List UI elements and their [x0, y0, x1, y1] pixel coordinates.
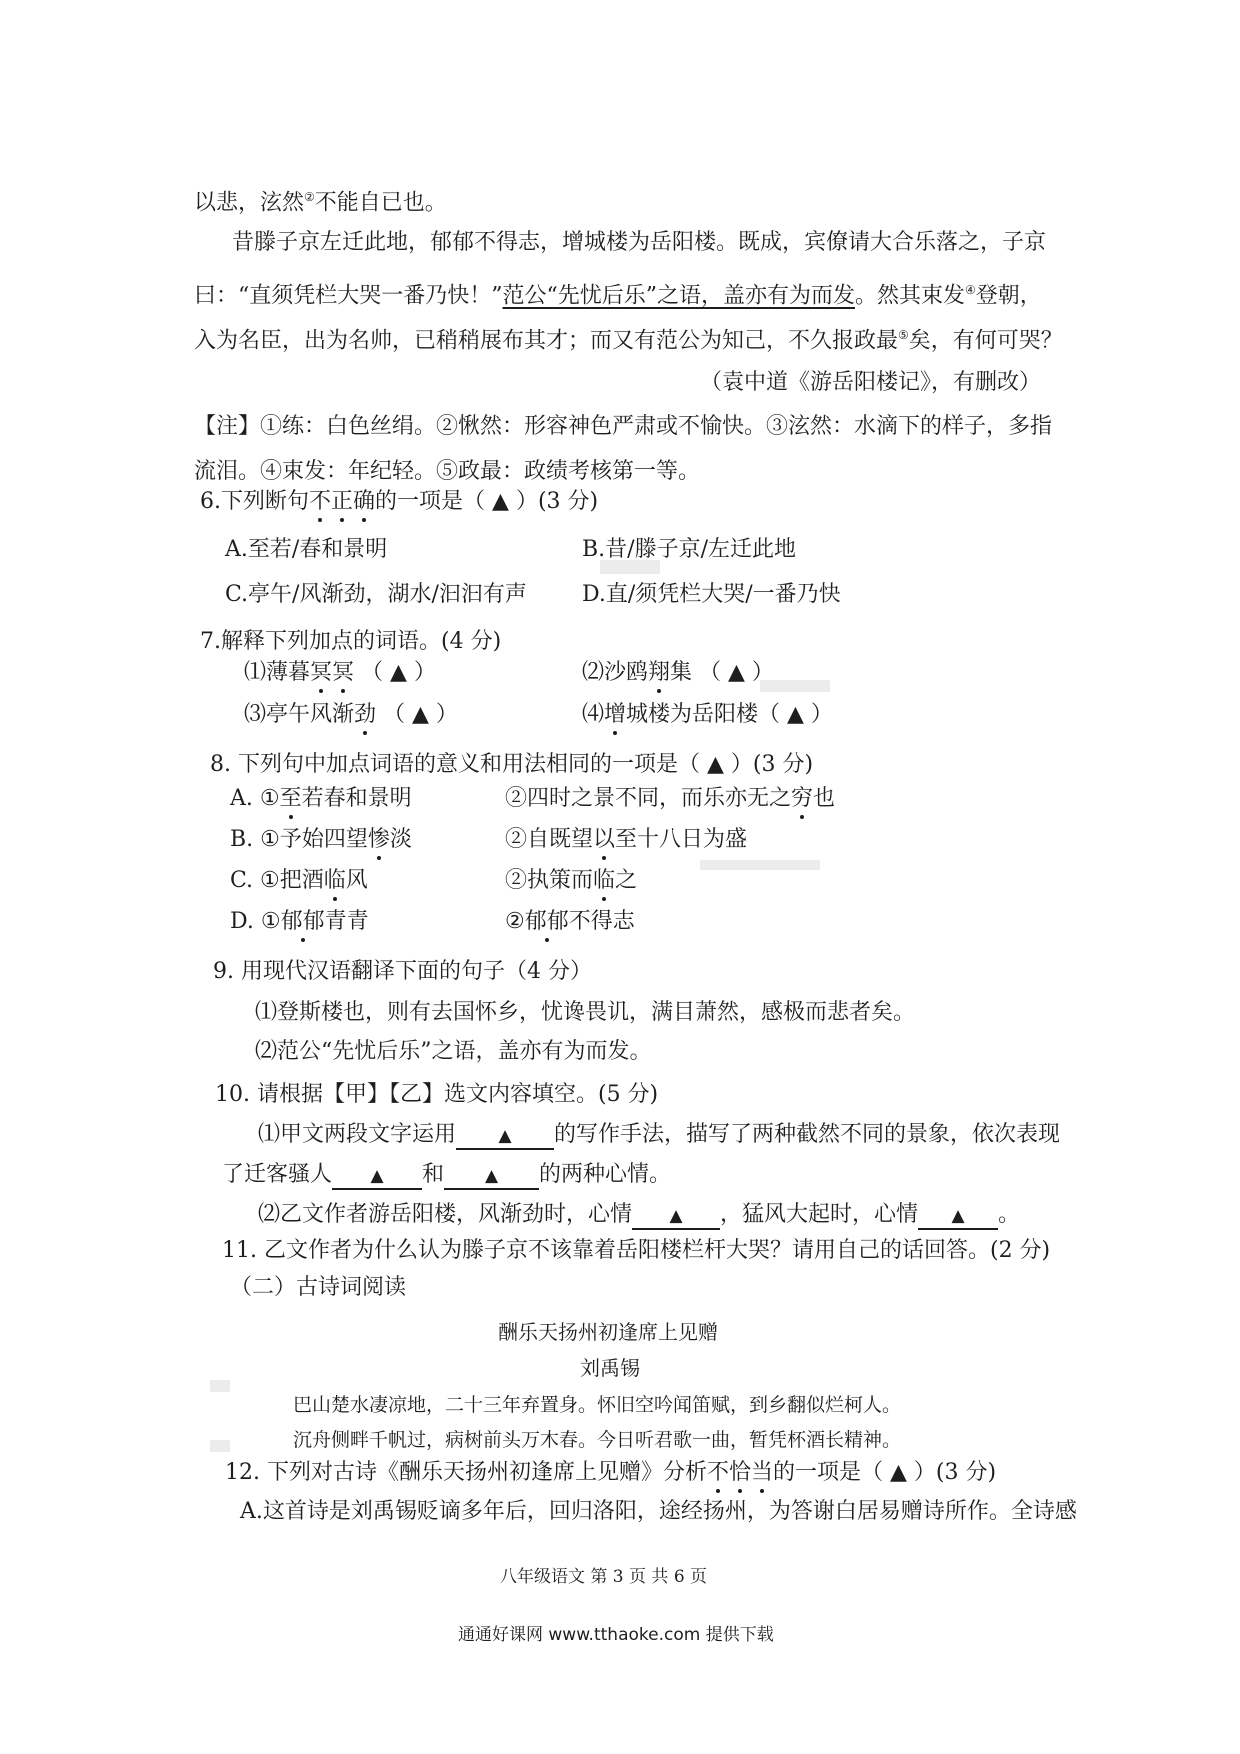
q8-option-c: ②执策而临之 — [505, 866, 637, 896]
q9-sentence: ⑴登斯楼也，则有去国怀乡，忧谗畏讥，满目萧然，感极而悲者矣。 — [255, 1000, 916, 1025]
scan-smudge — [700, 860, 820, 870]
poem-line: 沉舟侧畔千帆过，病树前头万木春。今日听君歌一曲，暂凭杯酒长精神。 — [293, 1429, 902, 1451]
q12-option-a: A.这首诗是刘禹锡贬谪多年后，回归洛阳，途经扬州，为答谢白居易赠诗所作。全诗感 — [240, 1499, 1077, 1524]
answer-blank: ▲ — [484, 1166, 499, 1186]
passage-line: 曰：“直须凭栏大哭一番乃快！”范公“先忧后乐”之语，盖亦有为而发。然其束发④登朝， — [194, 283, 1042, 309]
q10-part: ⑵乙文作者游岳阳楼，风渐劲时，心情 ▲ ，猛风大起时，心情 ▲ 。 — [258, 1200, 1020, 1230]
question-11: 11. 乙文作者为什么认为滕子京不该靠着岳阳楼栏杆大哭？请用自己的话回答。(2 分) — [222, 1238, 1051, 1263]
q8-option-a: A. ①至若春和景明 — [230, 784, 412, 814]
answer-blank: ▲ — [669, 1206, 683, 1226]
q10-part: ⑴甲文两段文字运用 ▲ 的写作手法，描写了两种截然不同的景象，依次表现 — [258, 1120, 1060, 1150]
poem-title: 酬乐天扬州初逢席上见赠 — [498, 1320, 718, 1344]
notes-line: 流泪。④束发：年纪轻。⑤政最：政绩考核第一等。 — [194, 459, 701, 484]
question-12: 12. 下列对古诗《酬乐天扬州初逢席上见赠》分析不恰当的一项是（ ▲ ）(3 分) — [225, 1458, 996, 1488]
q10-part: 了迁客骚人 ▲ 和 ▲ 的两种心情。 — [222, 1160, 671, 1190]
passage-line: 入为名臣，出为名帅，已稍稍展布其才；而又有范公为知己，不久报政最⑤矣，有何可哭？ — [194, 328, 1063, 354]
q8-option-d: D. ①郁郁青青 — [230, 907, 369, 937]
q8-option-a: ②四时之景不同，而乐亦无之穷也 — [505, 784, 835, 814]
question-9: 9. 用现代汉语翻译下面的句子（4 分） — [213, 959, 592, 984]
q8-option-b: ②自既望以至十八日为盛 — [505, 825, 747, 855]
answer-blank: ▲ — [498, 1126, 512, 1146]
q6-option-d: D.直/须凭栏大哭/一番乃快 — [582, 582, 841, 607]
site-link[interactable]: www.tthaoke.com — [548, 1625, 701, 1645]
q7-item: ⑴薄暮冥冥 （ ▲ ） — [244, 658, 436, 688]
question-8: 8. 下列句中加点词语的意义和用法相同的一项是（ ▲ ）(3 分) — [210, 752, 814, 777]
q6-option-c: C.亭午/风渐劲，湖水/汩汩有声 — [225, 582, 527, 607]
poem-author: 刘禹锡 — [580, 1356, 640, 1380]
answer-blank: ▲ — [370, 1166, 384, 1186]
question-7: 7.解释下列加点的词语。(4 分) — [200, 629, 502, 654]
passage-source: （袁中道《游岳阳楼记》，有删改） — [700, 370, 1042, 395]
question-10: 10. 请根据【甲】【乙】选文内容填空。(5 分) — [215, 1082, 659, 1107]
scan-smudge — [210, 1440, 230, 1452]
q8-option-d: ②郁郁不得志 — [505, 907, 635, 937]
passage-line: 以悲，泫然②不能自已也。 — [194, 190, 447, 216]
q7-item: ⑷增城楼为岳阳楼（ ▲ ） — [582, 700, 833, 730]
q8-option-b: B. ①予始四望惨淡 — [230, 825, 412, 855]
q6-option-b: B.昔/滕子京/左迁此地 — [582, 537, 796, 562]
question-6: 6.下列断句不正确的一项是（ ▲ ）(3 分) — [200, 487, 598, 517]
q7-item: ⑶亭午风渐劲 （ ▲ ） — [244, 700, 458, 730]
poem-line: 巴山楚水凄凉地，二十三年弃置身。怀旧空吟闻笛赋，到乡翻似烂柯人。 — [293, 1394, 902, 1416]
passage-line: 昔滕子京左迁此地，郁郁不得志，增城楼为岳阳楼。既成，宾僚请大合乐落之，子京 — [232, 230, 1047, 255]
answer-blank: ▲ — [951, 1206, 965, 1226]
download-credit: 通通好课网 www.tthaoke.com 提供下载 — [458, 1625, 774, 1645]
q7-item: ⑵沙鸥翔集 （ ▲ ） — [582, 658, 774, 688]
page-footer: 八年级语文 第 3 页 共 6 页 — [500, 1567, 708, 1587]
notes-line: 【注】①练：白色丝绢。②愀然：形容神色严肃或不愉快。③泫然：水滴下的样子，多指 — [194, 414, 1053, 439]
q9-sentence: ⑵范公“先忧后乐”之语，盖亦有为而发。 — [255, 1039, 652, 1064]
scan-smudge — [210, 1380, 230, 1392]
section-title: （二）古诗词阅读 — [230, 1275, 407, 1300]
q8-option-c: C. ①把酒临风 — [230, 866, 368, 896]
underlined-sentence: 范公“先忧后乐”之语，盖亦有为而发 — [502, 283, 855, 309]
q6-option-a: A.至若/春和景明 — [225, 537, 388, 562]
